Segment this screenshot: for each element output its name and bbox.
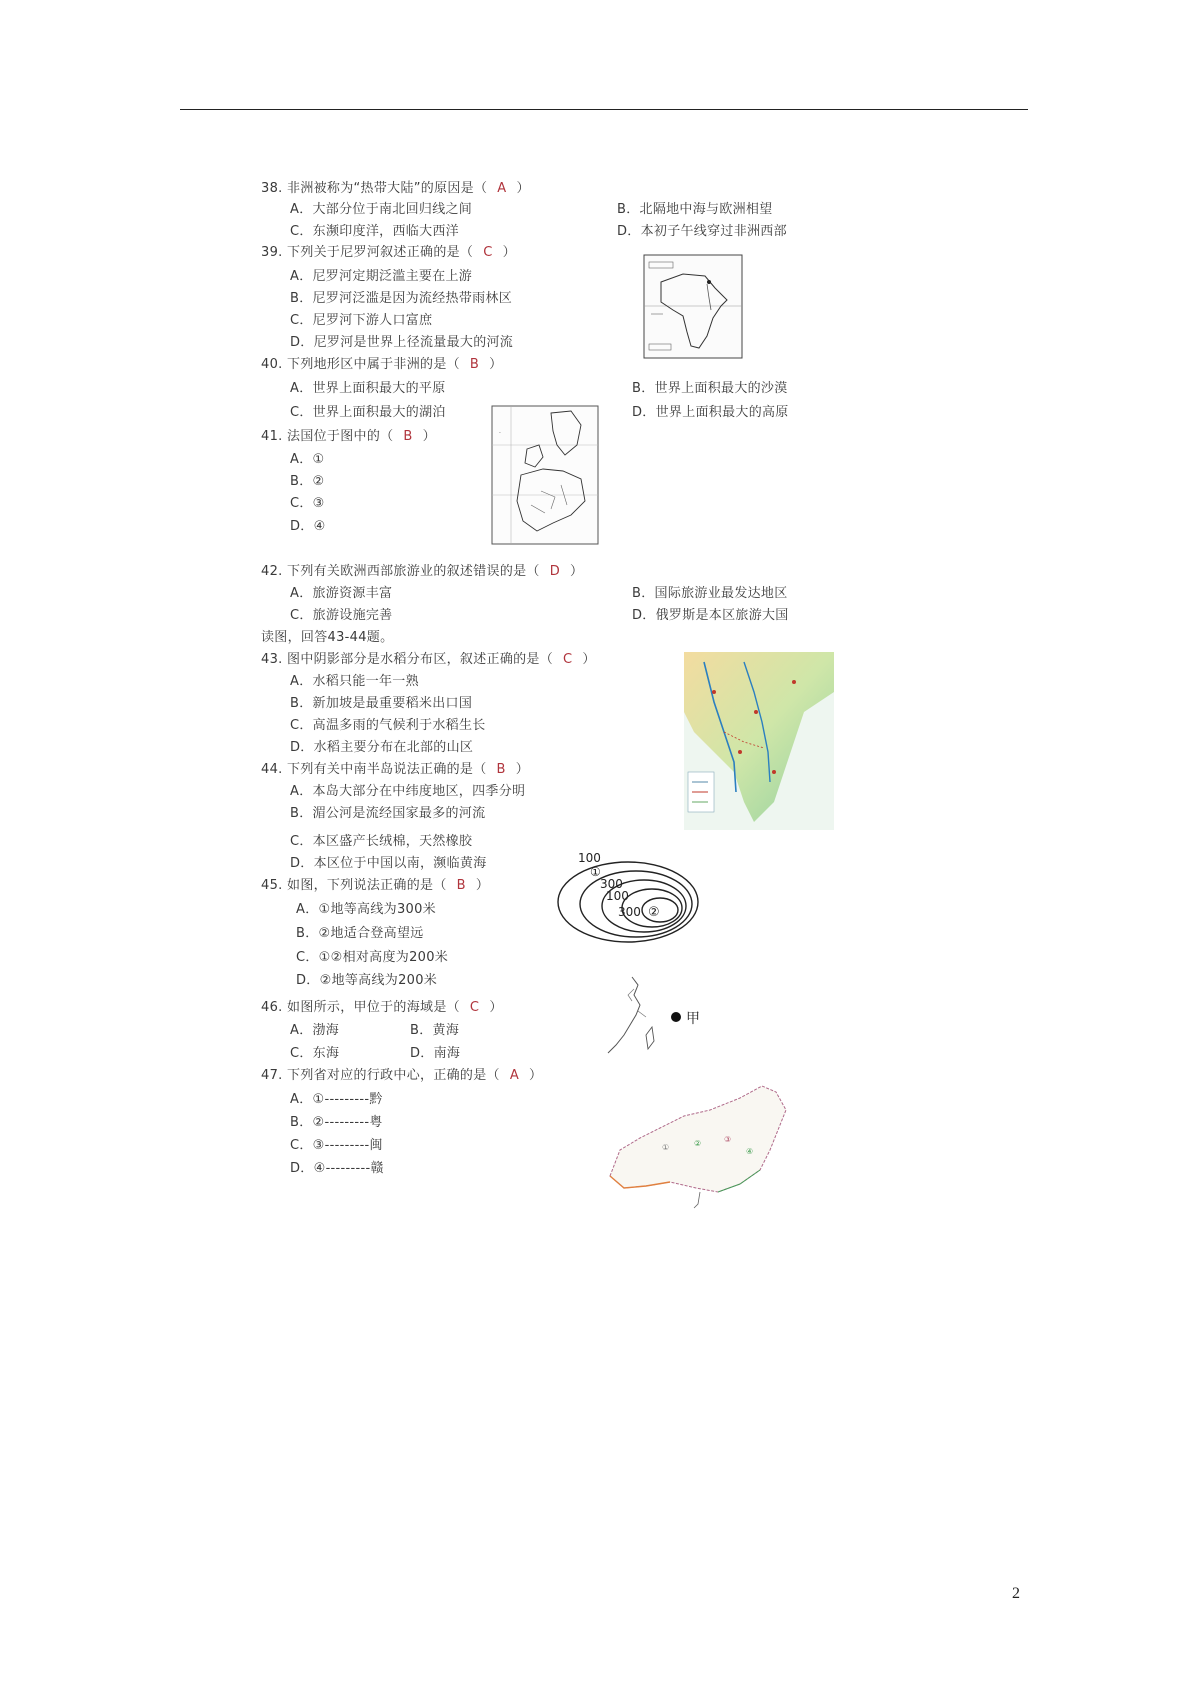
sea-point-label: 甲 — [686, 1011, 700, 1027]
q47-option-c: C．③---------闽 — [290, 1138, 383, 1153]
q45-answer: B — [456, 878, 466, 893]
q38-answer: A — [497, 181, 507, 196]
q46-answer: C — [469, 1000, 480, 1015]
q42-option-b: B．国际旅游业最发达地区 — [632, 586, 788, 601]
q40-option-b: B．世界上面积最大的沙漠 — [632, 381, 788, 396]
q46-option-b: B．黄海 — [410, 1023, 460, 1038]
svg-text:③: ③ — [724, 1135, 732, 1144]
q43-stem: 43. 图中阴影部分是水稻分布区，叙述正确的是（ C ） — [261, 652, 596, 667]
q39-answer: C — [483, 245, 493, 260]
q42-stem: 42. 下列有关欧洲西部旅游业的叙述错误的是（ D ） — [261, 564, 584, 579]
contour-label-100-outer: 100 — [578, 851, 601, 865]
q41-option-d: D．④ — [290, 519, 326, 534]
q38-option-a: A．大部分位于南北回归线之间 — [290, 202, 473, 217]
q43-option-a: A．水稻只能一年一熟 — [290, 674, 419, 689]
q43-answer: C — [563, 652, 573, 667]
q41-option-b: B．② — [290, 474, 325, 489]
q47-option-a: A．①---------黔 — [290, 1092, 383, 1107]
q38-stem: 38. 非洲被称为“热带大陆”的原因是（ A ） — [261, 181, 530, 196]
q43-option-d: D．水稻主要分布在北部的山区 — [290, 740, 474, 755]
contour-label-300-upper: 300 — [600, 877, 623, 891]
q41-stem: 41. 法国位于图中的（ B ） — [261, 429, 436, 444]
indochina-map-figure — [684, 652, 834, 830]
q40-answer: B — [469, 357, 480, 372]
q44-option-d: D．本区位于中国以南，濒临黄海 — [290, 856, 487, 871]
q46-stem: 46. 如图所示，甲位于的海域是（ C ） — [261, 1000, 503, 1015]
contour-figure — [556, 848, 701, 948]
q44-option-a: A．本岛大部分在中纬度地区，四季分明 — [290, 784, 526, 799]
q39-option-b: B．尼罗河泛滥是因为流经热带雨林区 — [290, 291, 513, 306]
q45-option-a: A．①地等高线为300米 — [296, 902, 436, 917]
header-rule — [180, 109, 1028, 110]
q39-option-a: A．尼罗河定期泛滥主要在上游 — [290, 269, 473, 284]
q40-option-c: C．世界上面积最大的湖泊 — [290, 405, 446, 420]
q43-option-b: B．新加坡是最重要稻米出口国 — [290, 696, 473, 711]
svg-text:①: ① — [662, 1143, 670, 1152]
q38-option-c: C．东濒印度洋，西临大西洋 — [290, 224, 459, 239]
q41-option-c: C．③ — [290, 496, 325, 511]
q47-answer: A — [509, 1068, 520, 1083]
q44-answer: B — [496, 762, 506, 777]
q38-option-b: B．北隔地中海与欧洲相望 — [617, 202, 773, 217]
q46-option-a: A．渤海 — [290, 1023, 340, 1038]
q43-option-c: C．高温多雨的气候利于水稻生长 — [290, 718, 486, 733]
q44-stem: 44. 下列有关中南半岛说法正确的是（ B ） — [261, 762, 530, 777]
q46-option-d: D．南海 — [410, 1046, 461, 1061]
q46-option-c: C．东海 — [290, 1046, 340, 1061]
contour-label-300-lower: 300 — [618, 905, 641, 919]
contour-point-1: ① — [590, 865, 601, 879]
q45-option-c: C．①②相对高度为200米 — [296, 950, 449, 965]
q39-stem: 39. 下列关于尼罗河叙述正确的是（ C ） — [261, 245, 516, 260]
q44-option-b: B．湄公河是流经国家最多的河流 — [290, 806, 486, 821]
svg-text:·: · — [499, 430, 501, 437]
q41-option-a: A．① — [290, 452, 325, 467]
q47-option-d: D．④---------赣 — [290, 1161, 384, 1176]
africa-map-figure — [643, 254, 743, 359]
q47-option-b: B．②---------粤 — [290, 1115, 383, 1130]
q39-option-d: D．尼罗河是世界上径流量最大的河流 — [290, 335, 514, 350]
q39-option-c: C．尼罗河下游人口富庶 — [290, 313, 433, 328]
page-number: 2 — [1012, 1585, 1020, 1602]
q38-option-d: D．本初子午线穿过非洲西部 — [617, 224, 787, 239]
q44-option-c: C．本区盛产长绒棉，天然橡胶 — [290, 834, 473, 849]
q42-option-c: C．旅游设施完善 — [290, 608, 393, 623]
q40-option-d: D．世界上面积最大的高原 — [632, 405, 789, 420]
q45-stem: 45. 如图，下列说法正确的是（ B ） — [261, 878, 490, 893]
q40-stem: 40. 下列地形区中属于非洲的是（ B ） — [261, 357, 503, 372]
q42-option-d: D．俄罗斯是本区旅游大国 — [632, 608, 789, 623]
contour-point-2: ② — [648, 905, 660, 920]
europe-map-figure — [491, 405, 599, 545]
svg-text:②: ② — [694, 1139, 702, 1148]
contour-label-100-inner: 100 — [606, 889, 629, 903]
china-coast-figure — [604, 975, 714, 1057]
q42-option-a: A．旅游资源丰富 — [290, 586, 393, 601]
q42-answer: D — [549, 564, 561, 579]
q45-option-d: D．②地等高线为200米 — [296, 973, 438, 988]
china-provinces-map-figure — [600, 1080, 795, 1210]
q47-stem: 47. 下列省对应的行政中心，正确的是（ A ） — [261, 1068, 543, 1083]
instruction-43-44: 读图，回答43-44题。 — [261, 630, 394, 645]
q45-option-b: B．②地适合登高望远 — [296, 926, 424, 941]
svg-text:④: ④ — [746, 1147, 754, 1156]
q40-option-a: A．世界上面积最大的平原 — [290, 381, 446, 396]
q41-answer: B — [403, 429, 413, 444]
